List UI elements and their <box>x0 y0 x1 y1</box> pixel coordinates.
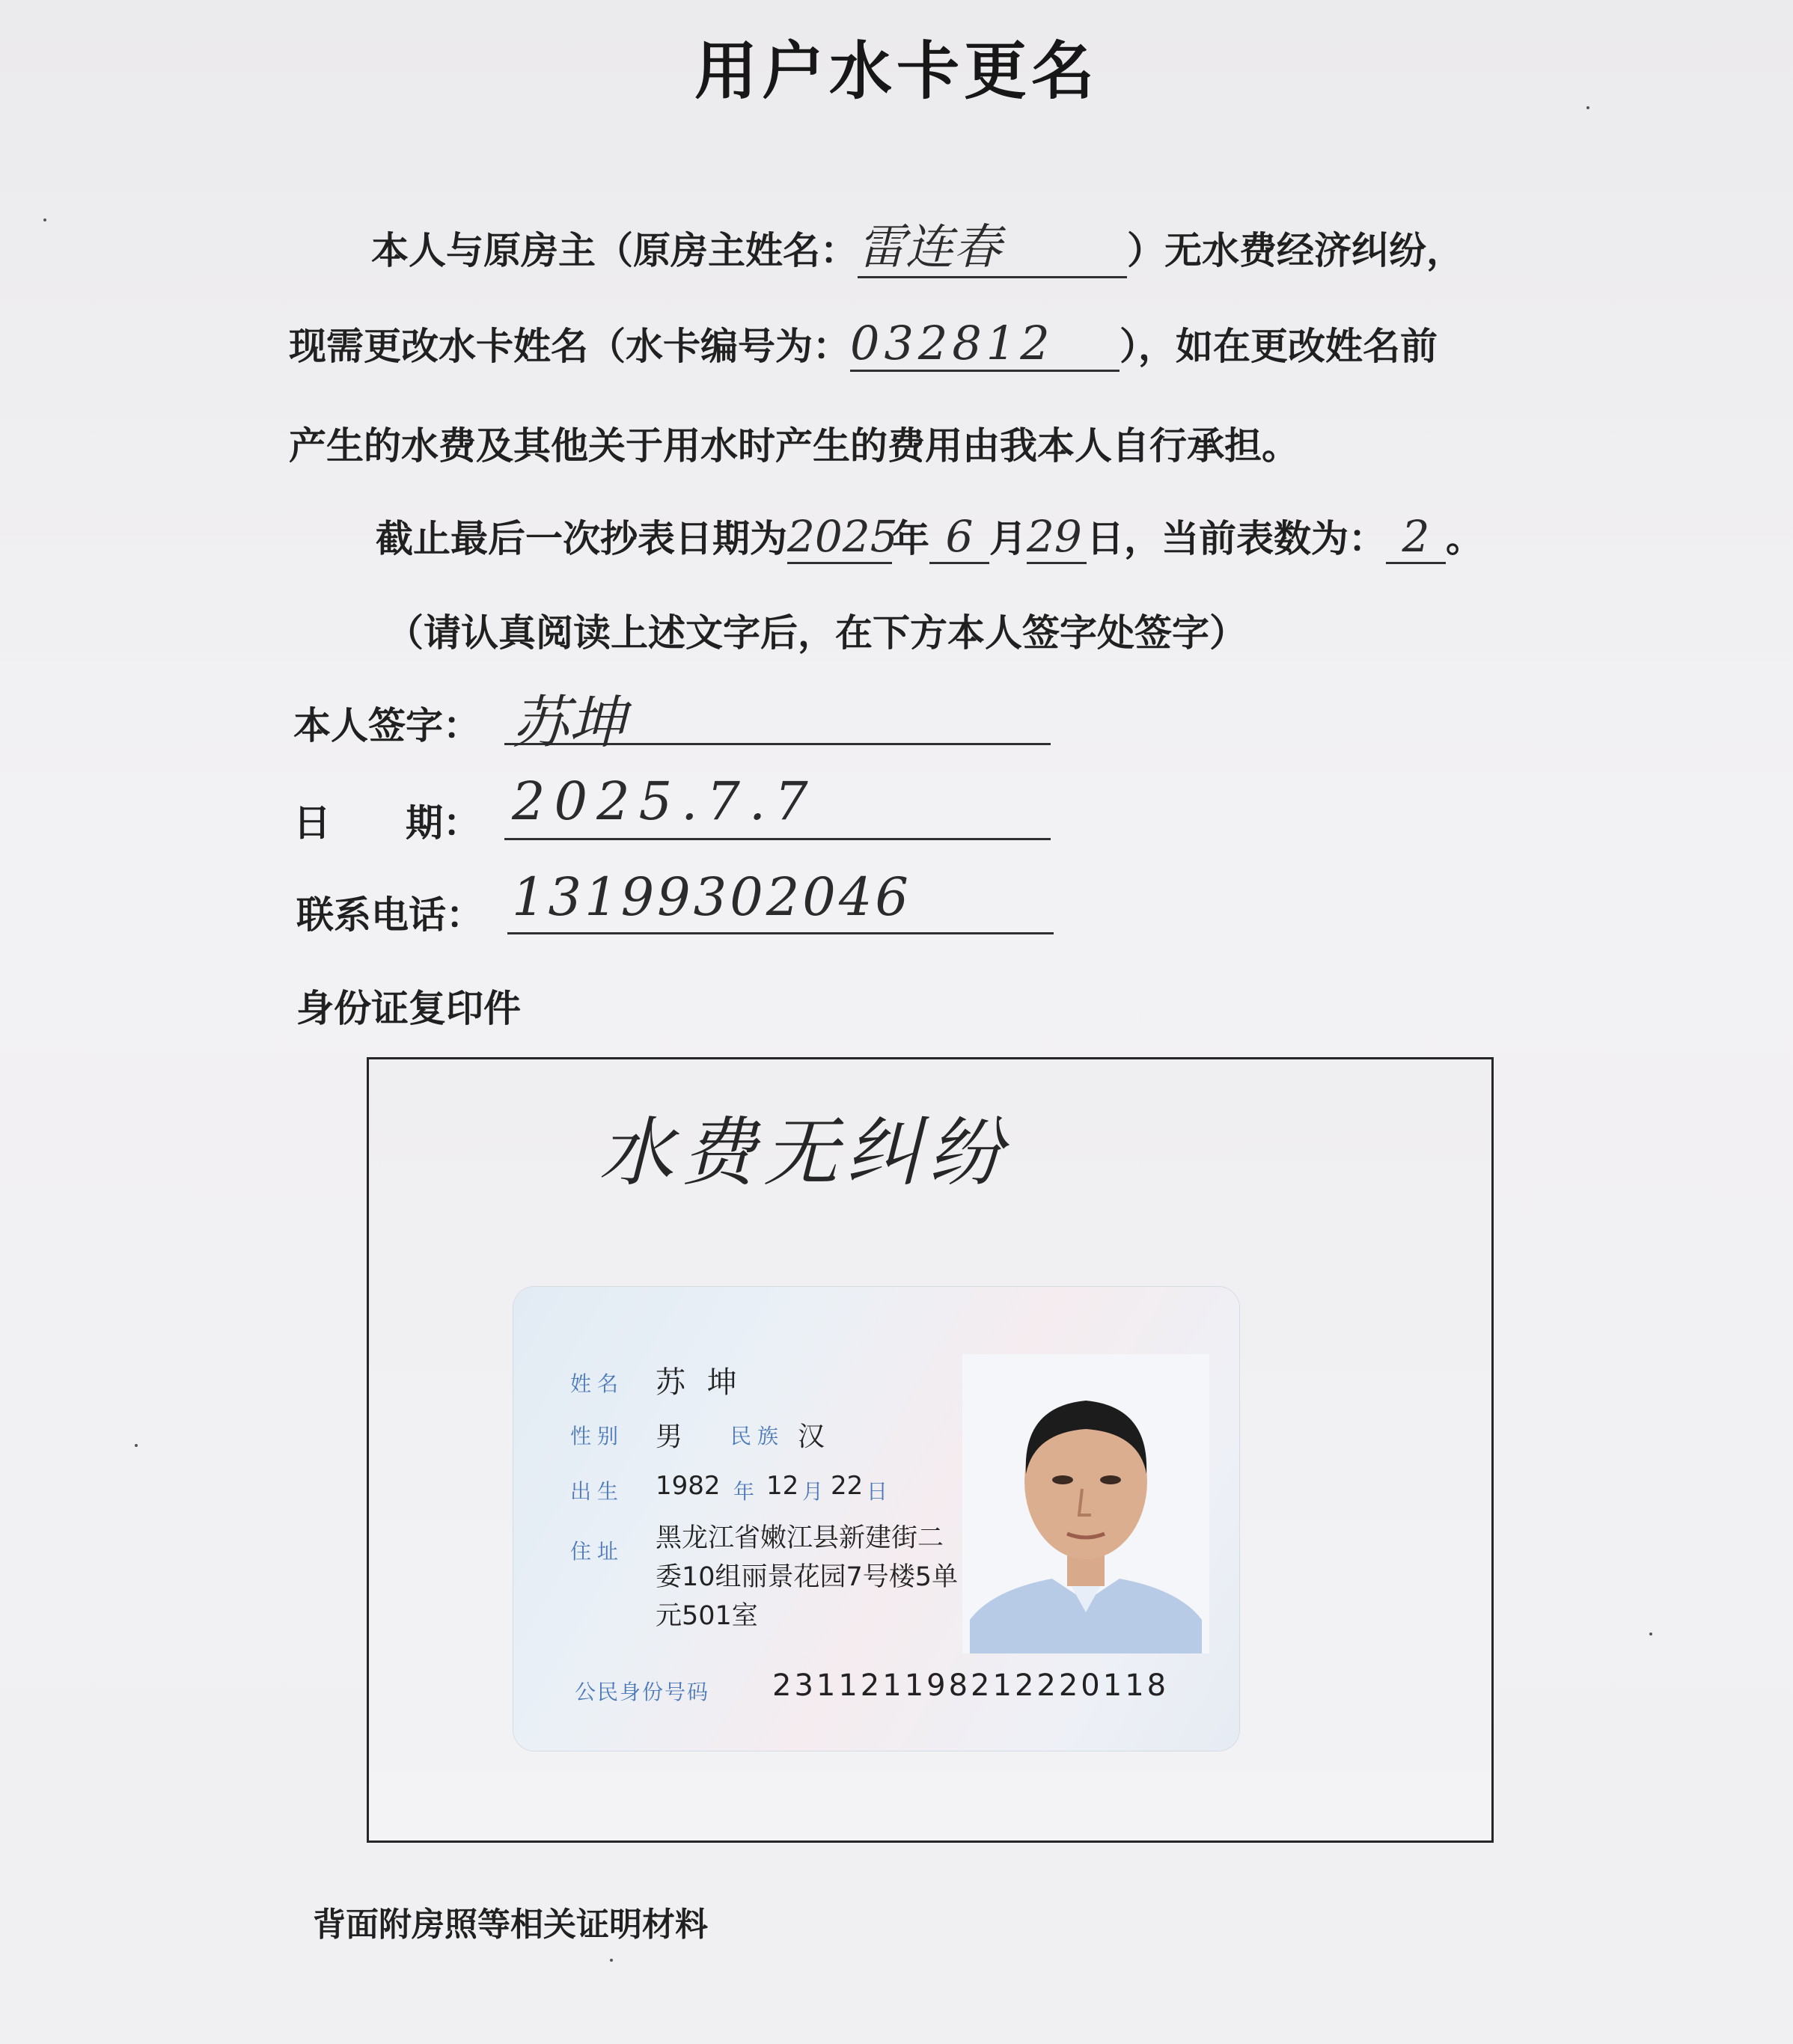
reading-year-field: 2025 <box>787 512 892 564</box>
phone-value: 13199302046 <box>512 866 911 928</box>
phone-label: 联系电话： <box>296 893 483 937</box>
statement-line-3 <box>289 416 1299 470</box>
month-unit: 月 <box>989 517 1027 560</box>
date-value: 2025.7.7 <box>512 771 817 832</box>
speck <box>43 218 46 221</box>
speck <box>135 1444 138 1447</box>
document-title: 用户水卡更名 <box>694 34 1099 108</box>
speck <box>610 1959 613 1962</box>
id-copy-heading: 身份证复印件 <box>296 987 521 1030</box>
id-name-value: 苏 坤 <box>656 1365 743 1400</box>
statement-line-1 <box>371 221 1464 278</box>
statement-line-4-prefix: 截止最后一次抄表日期为 <box>376 517 787 560</box>
day-unit: 日，当前表数为： <box>1087 517 1386 560</box>
instruction-text: （请认真阅读上述文字后，在下方本人签字处签字） <box>386 611 1247 655</box>
footer-note: 背面附房照等相关证明材料 <box>313 1906 708 1944</box>
id-ethnicity-value: 汉 <box>798 1422 825 1452</box>
id-card <box>513 1287 1239 1751</box>
id-birth-label: 出生 <box>570 1479 625 1504</box>
id-gender-label: 性别 <box>570 1424 625 1448</box>
id-gender-value: 男 <box>656 1422 683 1452</box>
statement-line-2-suffix: ），如在更改姓名前 <box>1120 325 1438 368</box>
meter-reading-field: 2 <box>1386 512 1446 564</box>
speck <box>1649 1633 1652 1635</box>
id-birth-day-unit: 日 <box>867 1479 894 1504</box>
statement-line-1-prefix: 本人与原房主（原房主姓名： <box>371 229 858 272</box>
id-number-value: 231121198212220118 <box>772 1668 1170 1703</box>
id-ethnicity-label: 民族 <box>730 1424 785 1448</box>
id-address-label: 住址 <box>570 1539 625 1564</box>
id-number-label: 公民身份号码 <box>575 1680 710 1704</box>
date-label: 日 期： <box>293 801 480 845</box>
signature-label: 本人签字： <box>293 704 480 747</box>
water-card-number-field: 032812 <box>850 316 1120 372</box>
id-name-label: 姓名 <box>570 1371 625 1396</box>
id-birth-year: 1982 <box>656 1471 721 1501</box>
id-address-value: 黑龙江省嫩江县新建街二 委10组丽景花园7号楼5单 元501室 <box>656 1523 959 1631</box>
person-portrait-icon <box>962 1354 1209 1653</box>
statement-line-3-text: 产生的水费及其他关于用水时产生的费用由我本人自行承担。 <box>289 424 1299 468</box>
statement-line-2-prefix: 现需更改水卡姓名（水卡编号为： <box>289 325 850 368</box>
original-owner-name-field: 雷连春 <box>858 221 1127 278</box>
statement-line-2 <box>289 316 1438 372</box>
statement-line-4 <box>376 509 1483 564</box>
handwritten-note: 水费无纠纷 <box>599 1109 1010 1196</box>
signature-value: 苏坤 <box>512 689 626 756</box>
id-birth-day: 22 <box>831 1471 864 1501</box>
statement-line-1-suffix: ）无水费经济纠纷， <box>1127 229 1464 272</box>
reading-month-field: 6 <box>929 512 989 564</box>
id-birth-year-unit: 年 <box>733 1479 761 1504</box>
id-birth-month: 12 <box>766 1471 799 1501</box>
statement-line-4-suffix: 。 <box>1446 517 1483 560</box>
year-unit: 年 <box>892 517 929 560</box>
speck <box>1586 106 1589 109</box>
id-birth-month-unit: 月 <box>802 1479 830 1504</box>
reading-day-field: 29 <box>1027 512 1087 564</box>
